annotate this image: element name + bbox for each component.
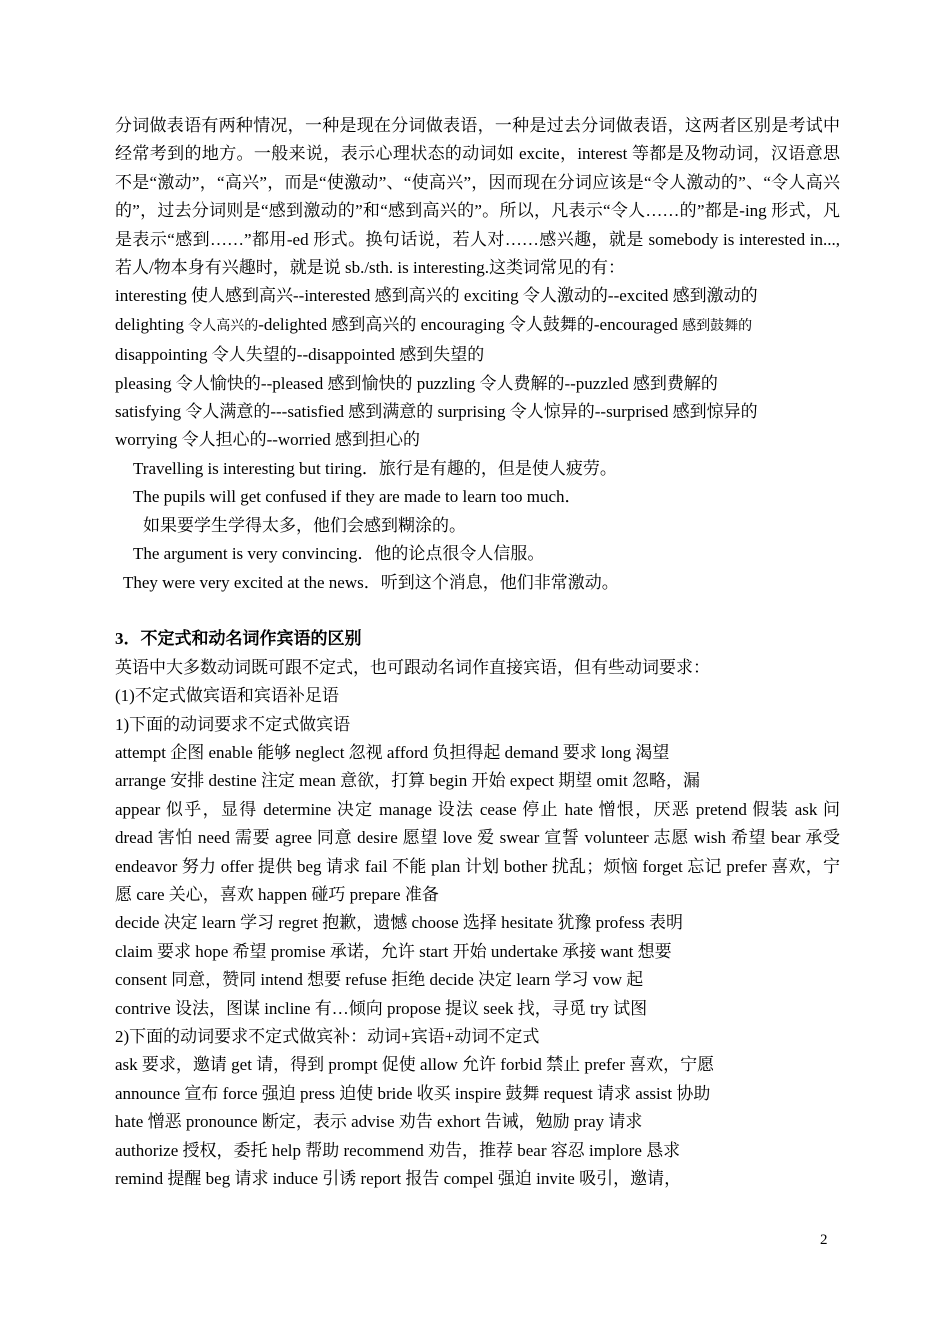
section-heading <box>115 625 840 653</box>
verb-list-line: announce 宣布 force 强迫 press 迫使 bride 收买 inspire 鼓舞 request 请求 assist 协助 <box>115 1083 711 1103</box>
verb-list-line: remind 提醒 beg 请求 induce 引诱 report 报告 compel 强迫 invite 吸引，邀请， <box>115 1169 682 1189</box>
pair-text: delighting <box>115 314 189 334</box>
example-sentence: Travelling is interesting but tiring．旅行是有趣的，但是使人疲劳。 <box>133 458 617 478</box>
pair-line: worrying 令人担心的--worried 感到担心的 <box>115 430 421 450</box>
example-translation: 如果要学生学得太多，他们会感到糊涂的。 <box>143 515 466 535</box>
subheading: (1)不定式做宾语和宾语补足语 <box>115 686 339 706</box>
verb-list-line: arrange 安排 destine 注定 mean 意欲，打算 begin 开始 expect 期望 omit 忽略，漏 <box>115 771 700 791</box>
pair-text-small: 感到鼓舞的 <box>682 318 753 334</box>
intro-paragraph: 分词做表语有两种情况，一种是现在分词做表语，一种是过去分词做表语，这两者区别是考试中经常考到的地方。一般来说，表示心理状态的动词如 excite，interest 等都是及物动词，汉语意思不是“激动”，“高兴”，而是“使激动”、“使高兴”，因而现在分词应该是“令人激动的”、“令人高兴的”，过去分词则是“感到激动的”和“感到高兴的”。所以，凡表示“令人……的”都是-ing 形式，凡是表示“感到……”都用-ed 形式。换句话说，若人对……感兴趣，就是 somebody is interested in...,若人/物本身有兴趣时，就是说 sb./sth. is interesting.这类词常见的有： <box>115 116 840 278</box>
example-sentence: The argument is very convincing．他的论点很令人信服。 <box>133 544 545 564</box>
subheading: 2)下面的动词要求不定式做宾补：动词+宾语+动词不定式 <box>115 1026 540 1046</box>
verb-list-line: decide 决定 learn 学习 regret 抱歉，遗憾 choose 选择 hesitate 犹豫 profess 表明 <box>115 913 683 933</box>
verb-list-line: attempt 企图 enable 能够 neglect 忽视 afford 负担得起 demand 要求 long 渴望 <box>115 742 670 762</box>
spacer <box>115 597 840 625</box>
verb-list-line: hate 憎恶 pronounce 断定，表示 advise 劝告 exhort 告诫，勉励 pray 请求 <box>115 1112 643 1132</box>
example-sentence: They were very excited at the news．听到这个消息，他们非常激动。 <box>123 572 619 592</box>
verb-list-line: consent 同意，赞同 intend 想要 refuse 拒绝 decide 决定 learn 学习 vow 起 <box>115 970 644 990</box>
section-number: 3． <box>115 629 141 649</box>
pair-text-small: 令人高兴的 <box>188 318 259 334</box>
pair-line: pleasing 令人愉快的--pleased 感到愉快的 puzzling 令人费解的--puzzled 感到费解的 <box>115 373 718 393</box>
verb-list-line: claim 要求 hope 希望 promise 承诺，允许 start 开始 undertake 承接 want 想要 <box>115 941 672 961</box>
example-sentence: The pupils will get confused if they are made to learn too much． <box>133 487 582 507</box>
subheading: 1)下面的动词要求不定式做宾语 <box>115 714 351 734</box>
pair-line <box>115 311 840 341</box>
verb-list-line: contrive 设法，图谋 incline 有…倾向 propose 提议 seek 找，寻觅 try 试图 <box>115 998 648 1018</box>
verb-list-line: authorize 授权，委托 help 帮助 recommend 劝告，推荐 bear 容忍 implore 恳求 <box>115 1140 681 1160</box>
verb-list-paragraph: appear 似乎，显得 determine 决定 manage 设法 cease 停止 hate 憎恨，厌恶 pretend 假装 ask 问 dread 害怕 need 需要 agree 同意 desire 愿望 love 爱 swear 宣誓 volunteer 志愿 wish 希望 bear 承受 endeavor 努力 offer 提供 beg 请求 fail 不能 plan 计划 bother 扰乱；烦恼 forget 忘记 prefer 喜欢，宁愿 care 关心，喜欢 happen 碰巧 prepare 准备 <box>115 799 840 904</box>
pair-line: interesting 使人感到高兴--interested 感到高兴的 exciting 令人激动的--excited 感到激动的 <box>115 286 758 306</box>
pair-line: satisfying 令人满意的---satisfied 感到满意的 surprising 令人惊异的--surprised 感到惊异的 <box>115 402 758 422</box>
section-intro: 英语中大多数动词既可跟不定式，也可跟动名词作直接宾语，但有些动词要求： <box>115 657 710 677</box>
pair-text: -delighted 感到高兴的 encouraging 令人鼓舞的-encouraged <box>258 314 683 334</box>
section-title: 不定式和动名词作宾语的区别 <box>140 629 362 649</box>
document-body <box>115 112 840 1193</box>
verb-list-line: ask 要求，邀请 get 请，得到 prompt 促使 allow 允许 forbid 禁止 prefer 喜欢，宁愿 <box>115 1055 715 1075</box>
page-number: 2 <box>820 1232 828 1248</box>
pair-line: disappointing 令人失望的--disappointed 感到失望的 <box>115 345 485 365</box>
